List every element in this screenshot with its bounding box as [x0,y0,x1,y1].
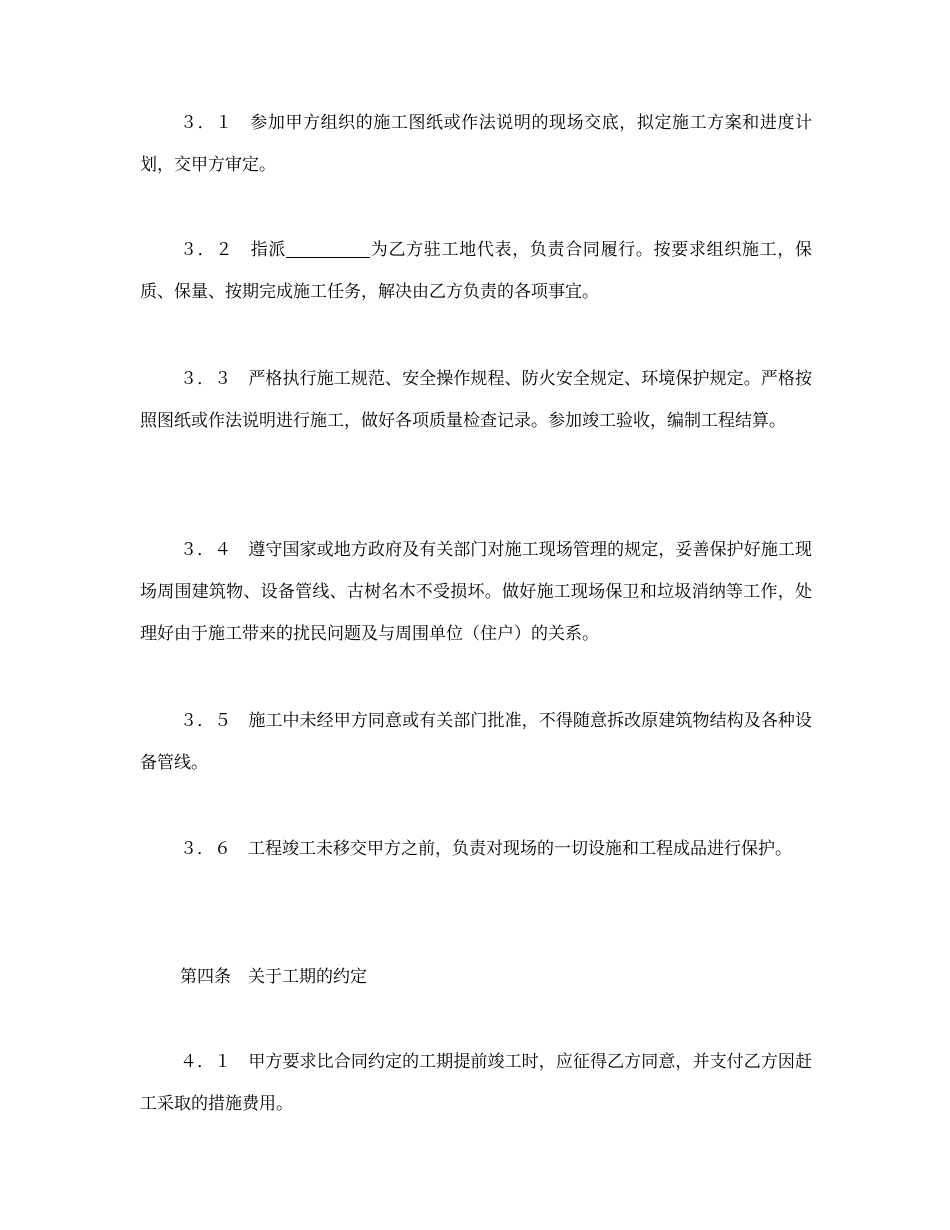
clause-number: ３．２ [180,240,234,260]
clause-number: ３．５ [180,711,232,731]
clause-text: 严格执行施工规范、安全操作规程、防火安全规定、环境保护规定。严格按照图纸或作法说明进行施工，做好各项质量检查记录。参加竣工验收，编制工程结算。 [140,369,813,431]
clause-3-3 [140,358,812,442]
clause-text: 甲方要求比合同约定的工期提前竣工时，应征得乙方同意，并支付乙方因赶工采取的措施费用。 [140,1052,813,1114]
clause-number: ３．４ [180,540,232,560]
clause-number: ３．１ [180,113,233,133]
clause-4-1 [140,1041,812,1125]
clause-text: 工程竣工未移交甲方之前，负责对现场的一切设施和工程成品进行保护。 [248,839,792,859]
representative-blank-field [286,237,370,258]
clause-number: ３．６ [180,839,231,859]
clause-text: 参加甲方组织的施工图纸或作法说明的现场交底，拟定施工方案和进度计划，交甲方审定。 [140,113,813,175]
clause-3-1 [140,102,812,186]
section-heading: 第四条 关于工期的约定 [180,967,367,987]
clause-text: 遵守国家或地方政府及有关部门对施工现场管理的规定，妥善保护好施工现场周围建筑物、设备管线、古树名木不受损坏。做好施工现场保卫和垃圾消纳等工作，处理好由于施工带来的扰民问题及与周围单位（住户）的关系。 [140,540,813,644]
clause-3-6 [140,828,812,870]
clause-text-after: 为乙方驻工地代表，负责合同履行。按要求组织施工，保质、保量、按期完成施工任务，解决由乙方负责的各项事宜。 [140,240,813,302]
clause-3-5 [140,700,812,784]
clause-number: ３．３ [180,369,232,389]
clause-3-2 [140,229,812,313]
clause-text: 施工中未经甲方同意或有关部门批准，不得随意拆改原建筑物结构及各种设备管线。 [140,711,813,773]
clause-text-before: 指派 [250,240,287,260]
clause-number: ４．１ [180,1052,232,1072]
clause-3-4 [140,529,812,655]
